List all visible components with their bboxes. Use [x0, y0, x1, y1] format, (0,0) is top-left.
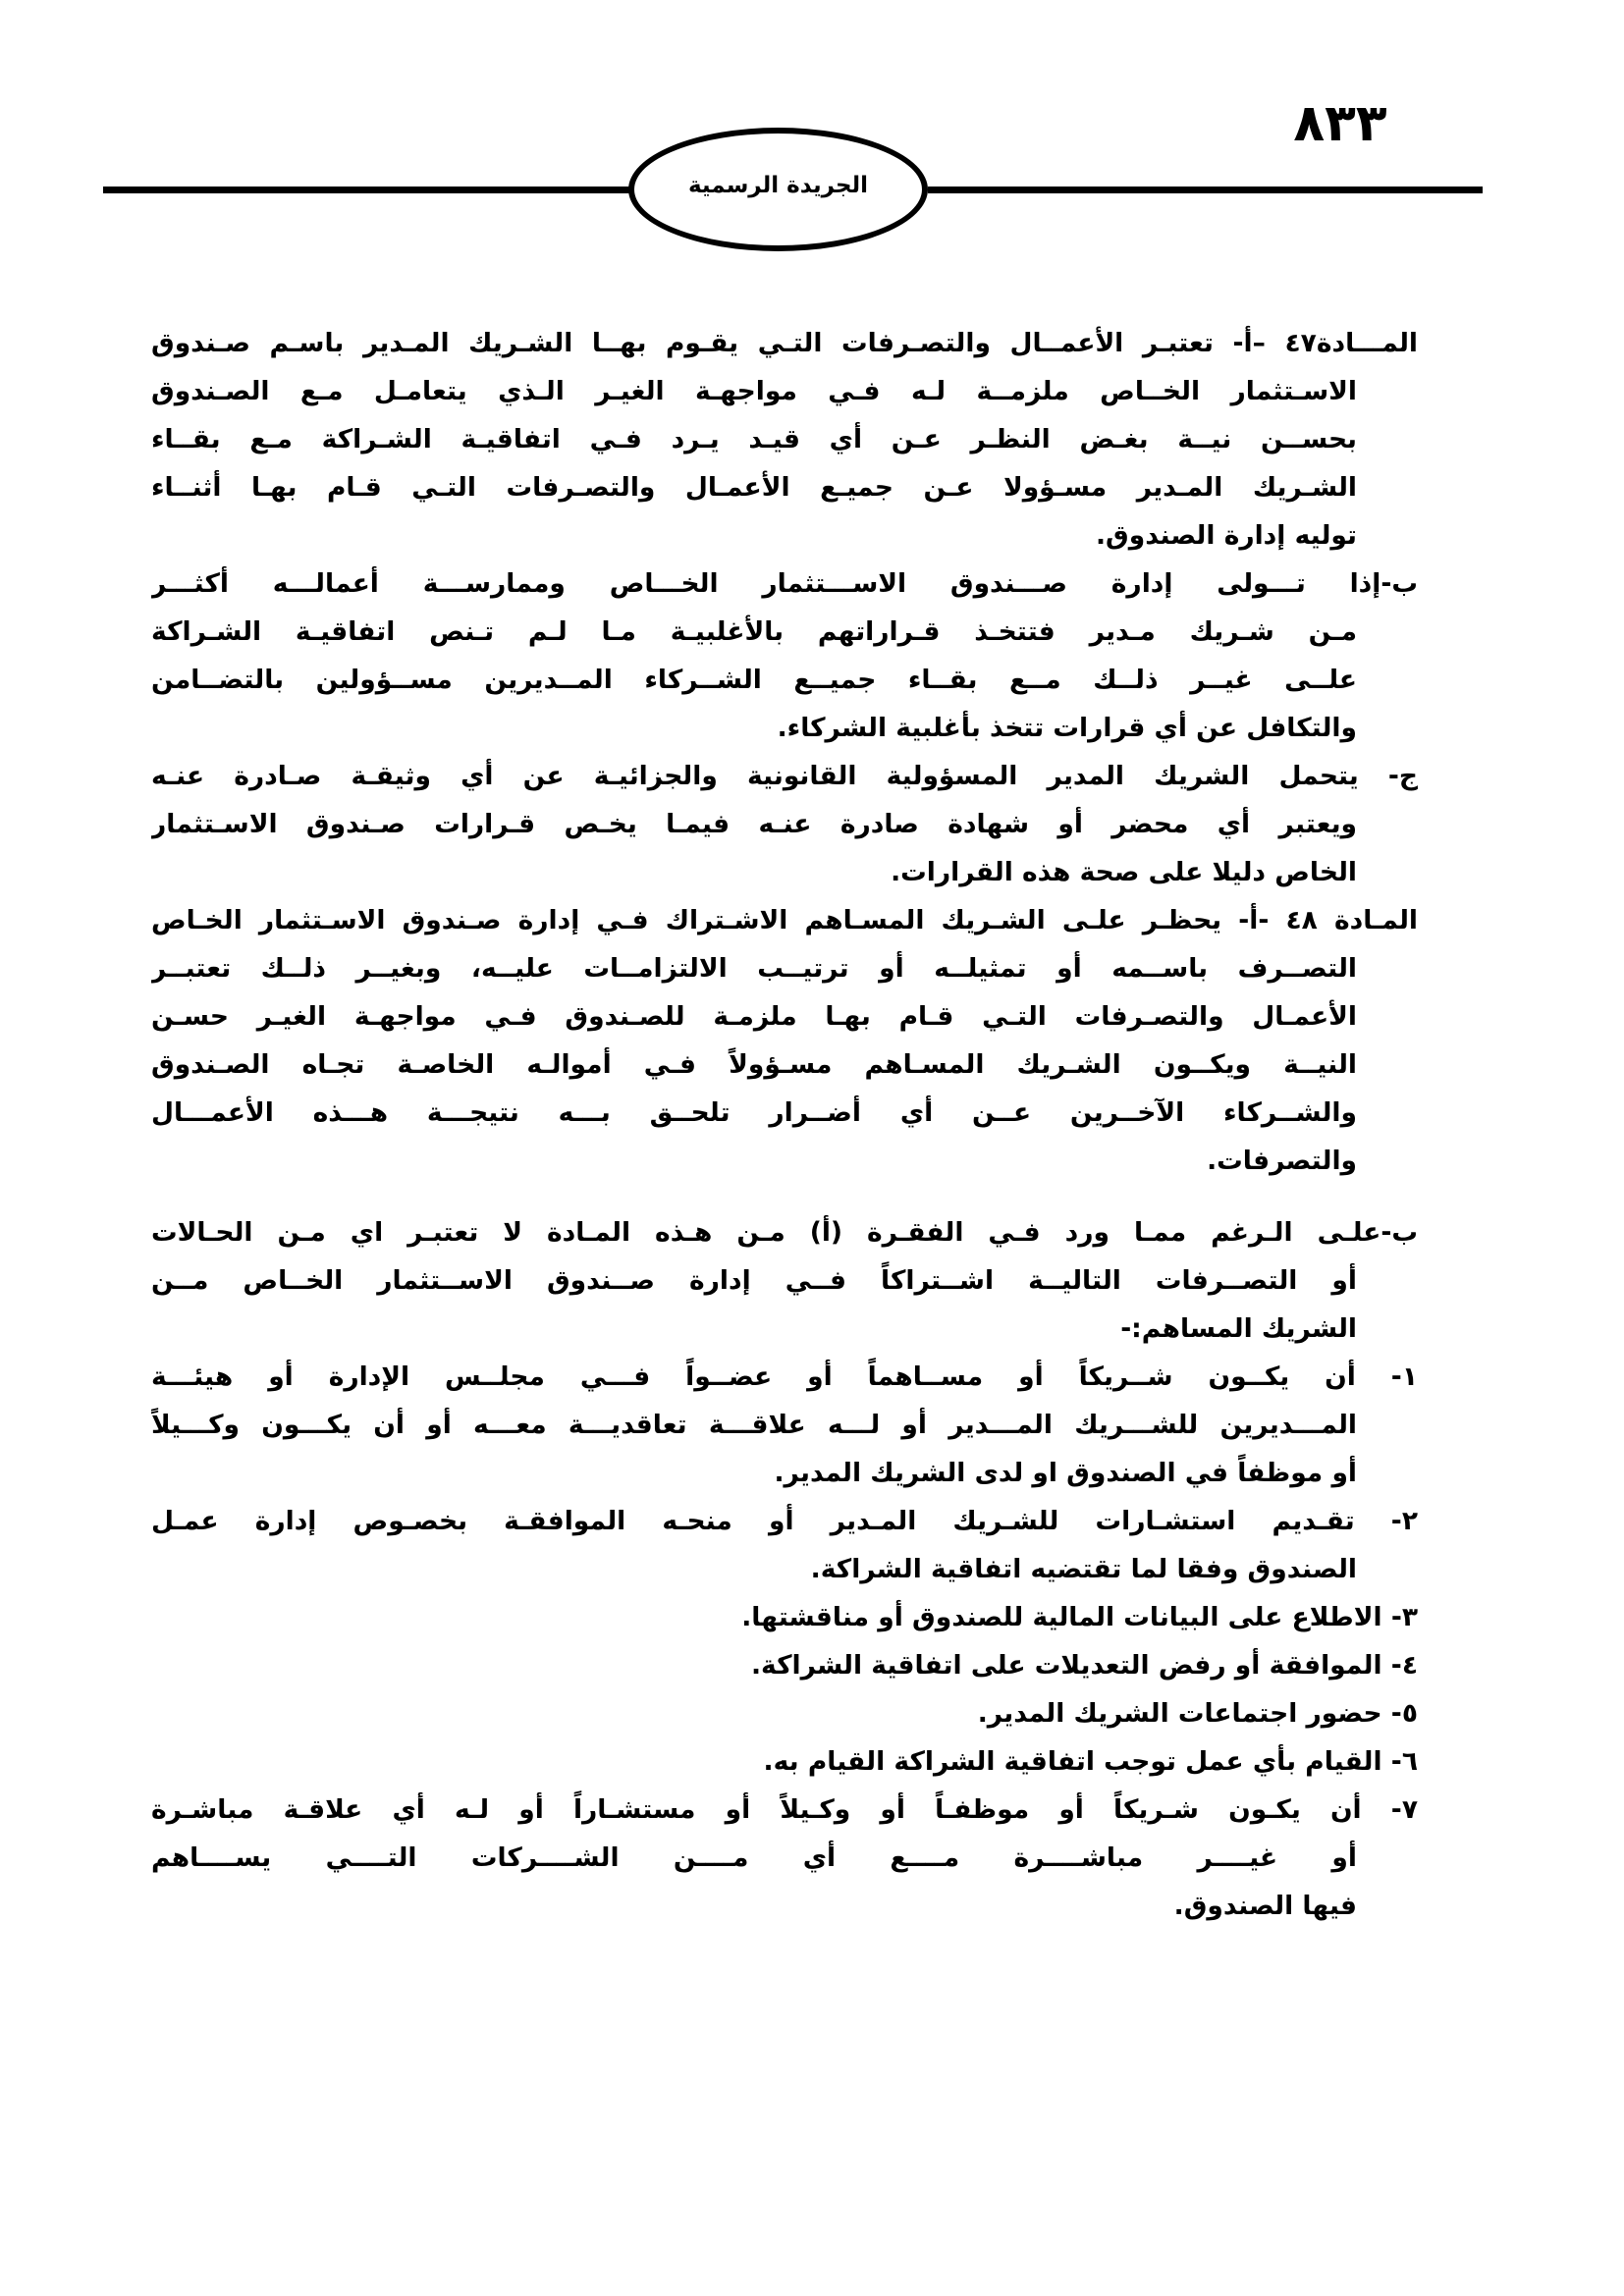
item-7-line-3: فيها الصندوق.: [1173, 1891, 1357, 1921]
item-1-line-1: ١- أن يكــون شــريكاً أو مســاهماً أو عضــواً فـــي مجلــس الإدارة أو هيئـــة: [151, 1362, 1418, 1392]
article-47: [151, 319, 1418, 896]
item-1-line-3: أو موظفاً في الصندوق او لدى الشريك المدير.: [774, 1458, 1357, 1488]
article-47-c-line-3: الخاص دليلا على صحة هذه القرارات.: [891, 857, 1357, 887]
article-48-a-line-6: والتصرفات.: [1207, 1146, 1357, 1176]
article-48-a-line-4: النيــة ويكــون الشـريك المسـاهم مسـؤولاً فـي أموالـه الخاصـة تجـاه الصـندوق: [151, 1049, 1357, 1080]
article-48-b-line-3: الشريك المساهم:-: [1120, 1313, 1357, 1344]
page-number: ٨٣٣: [1293, 94, 1387, 153]
item-7-line-2: أو غيــــر مباشــــرة مــــع أي مــــن الشــــركات التــــي يســــاهم: [151, 1842, 1357, 1873]
item-7-line-1: ٧- أن يكـون شـريكاً أو موظفـاً أو وكـيلاً أو مستشـاراً أو لـه أي علاقـة مباشـرة: [151, 1794, 1418, 1825]
document-body: [151, 319, 1418, 1930]
article-47-b-line-1: ب-إذا تـــولى إدارة صـــندوق الاســـتثمار الخـــاص وممارســـة أعمالـــه أكثـــر: [151, 568, 1418, 599]
article-47-c-line-1: ج- يتحمل الشريك المدير المسؤولية القانونية والجزائيـة عن أي وثيقـة صـادرة عنـه: [151, 761, 1418, 791]
article-48-b-line-1: ب-علـى الـرغم ممـا ورد فـي الفقـرة (أ) مـن هـذه المـادة لا تعتبـر اي مـن الحـالات: [151, 1217, 1418, 1248]
item-5: ٥- حضور اجتماعات الشريك المدير.: [977, 1698, 1418, 1729]
article-47-a-line-3: بحســن نيــة بغـض النظـر عـن أي قيـد يـرد فـي اتفاقيـة الشـراكة مـع بقــاء: [151, 424, 1357, 454]
article-47-a-line-5: توليه إدارة الصندوق.: [1095, 520, 1357, 551]
item-2-line-2: الصندوق وفقا لما تقتضيه اتفاقية الشراكة.: [810, 1554, 1357, 1584]
article-48: [151, 896, 1418, 1930]
article-47-a-line-1: المـــادة٤٧ –أ- تعتبـر الأعمــال والتصـرفات التـي يقـوم بهــا الشـريك المـدير باسـم صـندوق: [151, 328, 1418, 358]
article-48-a-line-2: التصــرف باســمه أو تمثيلــه أو ترتيــب الالتزامــات عليــه، وبغيــر ذلــك تعتبــر: [151, 953, 1357, 984]
header-rule-left: [103, 187, 633, 193]
article-47-b-line-3: علــى غيــر ذلــك مــع بقــاء جميــع الشــركاء المــديرين مســؤولين بالتضــامن: [151, 665, 1357, 695]
item-3: ٣- الاطلاع على البيانات المالية للصندوق أو مناقشتها.: [741, 1602, 1418, 1632]
item-4: ٤- الموافقة أو رفض التعديلات على اتفاقية الشراكة.: [750, 1650, 1418, 1681]
article-47-b-line-2: مـن شـريك مـدير فتتخـذ قـراراتهم بالأغلبيـة مـا لـم تـنص اتفاقيـة الشـراكة: [151, 616, 1357, 647]
gazette-masthead: [628, 128, 928, 251]
article-48-a-line-1: المـادة ٤٨ -أ- يحظـر علـى الشـريك المسـاهم الاشـتراك فـي إدارة صـندوق الاسـتثمار الخـاص: [151, 905, 1418, 935]
header-rule-right: [928, 187, 1483, 193]
item-2-line-1: ٢- تقـديم استشـارات للشـريك المـدير أو منحـه الموافقـة بخصـوص إدارة عمـل: [151, 1506, 1418, 1536]
article-47-a-line-4: الشـريك المـدير مسـؤولا عـن جميـع الأعمـال والتصـرفات التـي قـام بهـا أثنــاء: [151, 472, 1357, 503]
article-47-c-line-2: ويعتبر أي محضر أو شهادة صادرة عنـه فيمـا يخـص قـرارات صـندوق الاسـتثمار: [151, 809, 1357, 839]
article-48-a-line-5: والشــركاء الآخــرين عــن أي أضــرار تلحــق بـــه نتيجـــة هـــذه الأعمـــال: [151, 1097, 1357, 1128]
article-47-b-line-4: والتكافل عن أي قرارات تتخذ بأغلبية الشركاء.: [777, 713, 1357, 743]
article-48-a-line-3: الأعمـال والتصـرفات التـي قـام بهـا ملزمـة للصـندوق فـي مواجهـة الغيـر حسـن: [151, 1001, 1357, 1032]
item-6: ٦- القيام بأي عمل توجب اتفاقية الشراكة القيام به.: [763, 1746, 1418, 1777]
article-48-b-line-2: أو التصــرفات التاليــة اشــتراكاً فــي إدارة صــندوق الاســتثمار الخــاص مــن: [151, 1265, 1357, 1296]
article-47-a-line-2: الاسـتثمار الخــاص ملزمــة لـه فـي مواجهـة الغيـر الـذي يتعامـل مـع الصـندوق: [151, 376, 1357, 406]
item-1-line-2: المـــديرين للشـــريك المـــدير أو لـــه علاقـــة تعاقديـــة معـــه أو أن يكـــون وكـــيلاً: [151, 1410, 1357, 1440]
gazette-title: الجريدة الرسمية: [687, 173, 869, 198]
